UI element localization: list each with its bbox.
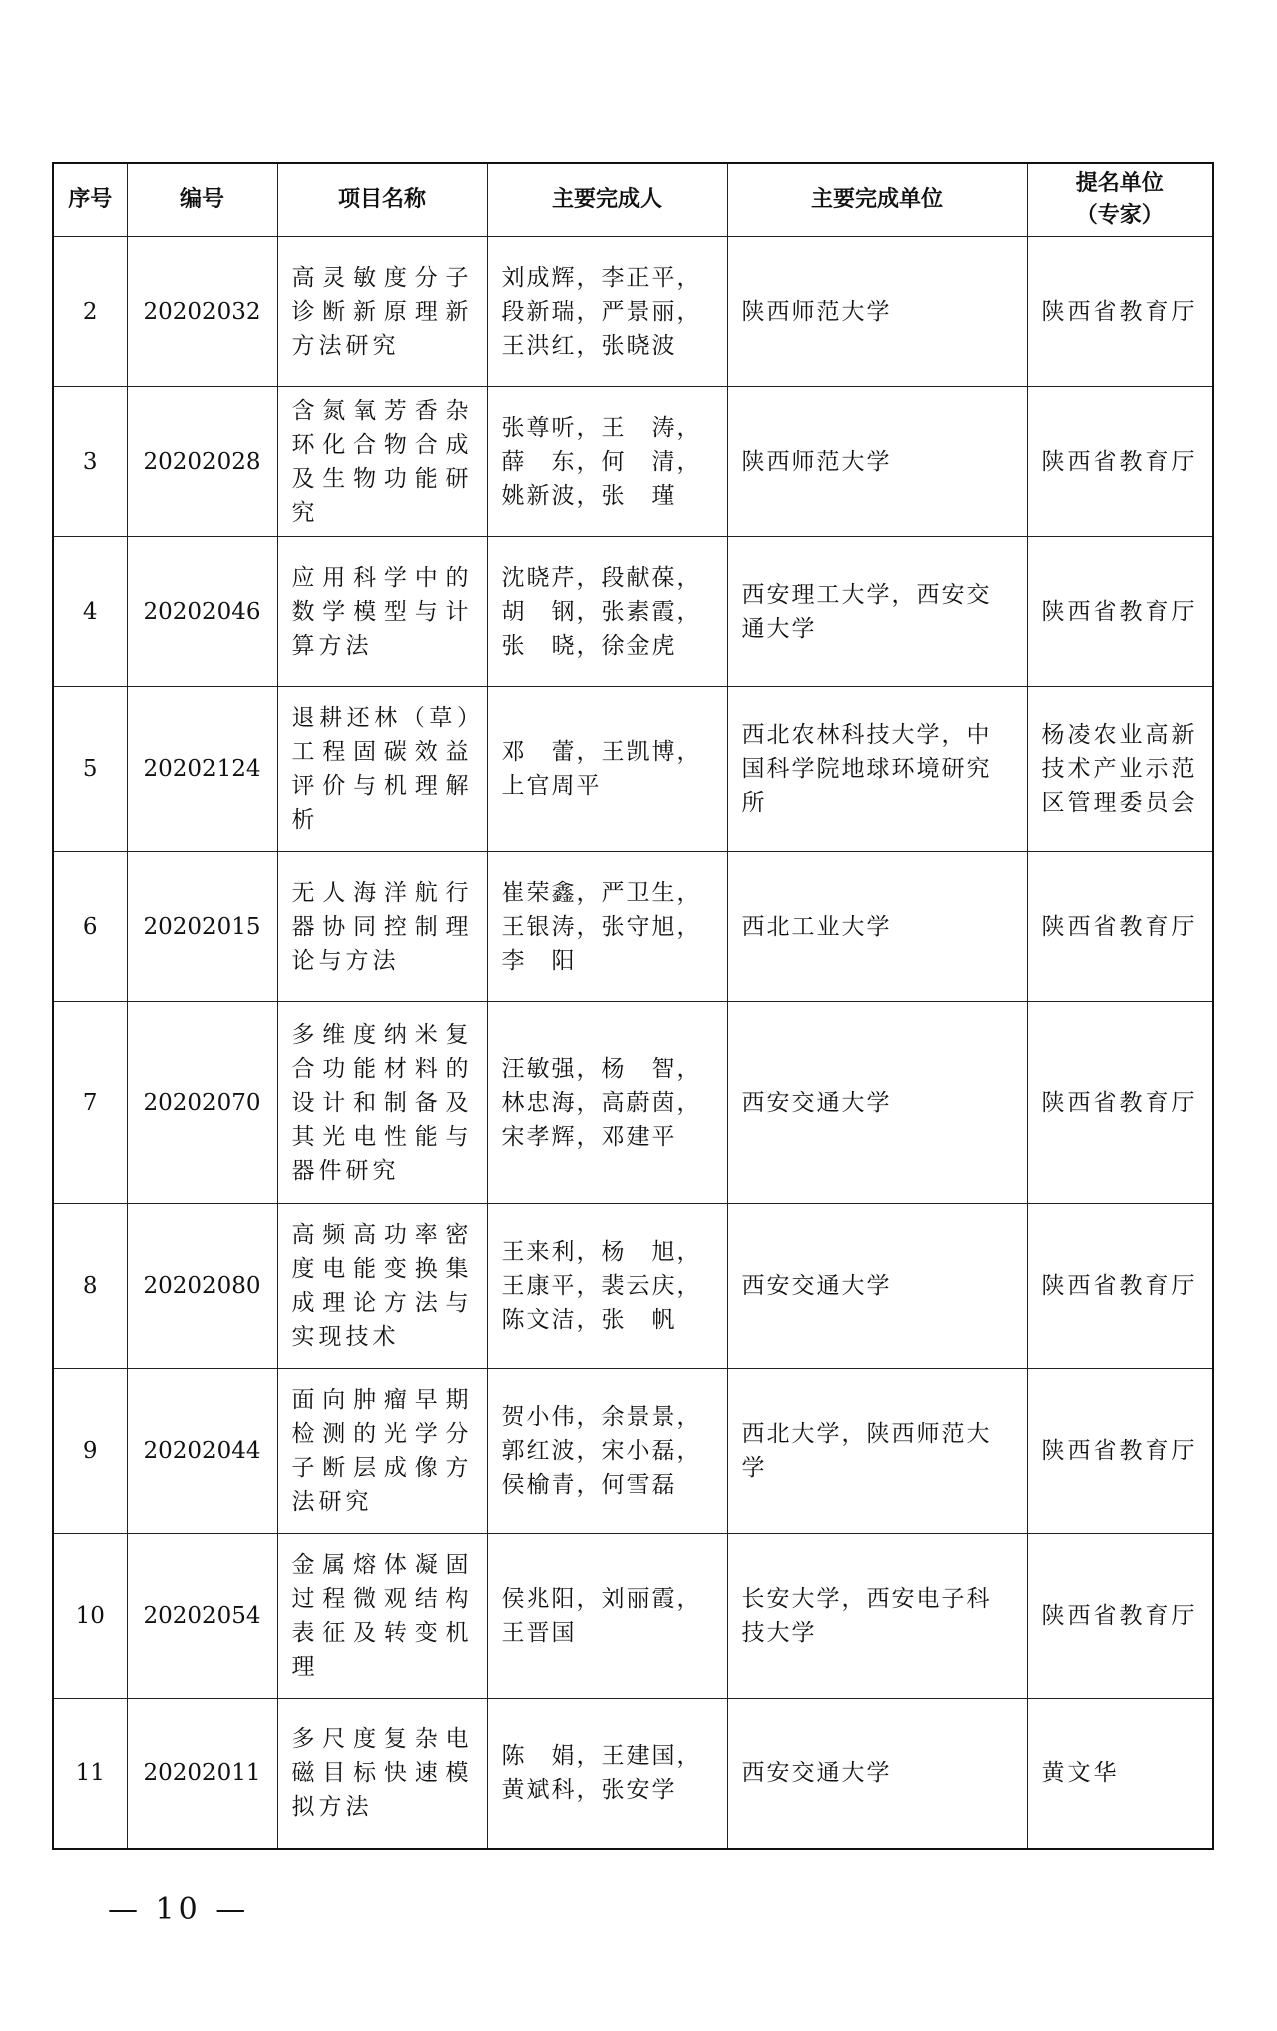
header-seq: 序号 <box>53 163 127 237</box>
cell-contributors: 沈晓芹，段献葆， 胡 钢，张素霞， 张 晓，徐金虎 <box>487 537 727 687</box>
cell-seq: 8 <box>53 1204 127 1369</box>
cell-seq: 2 <box>53 237 127 387</box>
cell-project-name: 多维度纳米复合功能材料的设计和制备及其光电性能与器件研究 <box>277 1002 487 1204</box>
cell-nominator: 杨凌农业高新技术产业示范区管理委员会 <box>1027 687 1213 852</box>
cell-project-name: 多尺度复杂电磁目标快速模拟方法 <box>277 1699 487 1849</box>
cell-contributors: 崔荣鑫，严卫生， 王银涛，张守旭， 李 阳 <box>487 852 727 1002</box>
header-main-units: 主要完成单位 <box>727 163 1027 237</box>
header-main-contributors: 主要完成人 <box>487 163 727 237</box>
cell-contributors: 刘成辉，李正平， 段新瑞，严景丽， 王洪红，张晓波 <box>487 237 727 387</box>
cell-code: 20202015 <box>127 852 277 1002</box>
cell-seq: 6 <box>53 852 127 1002</box>
table-row <box>53 1204 1213 1369</box>
cell-code: 20202044 <box>127 1369 277 1534</box>
header-code: 编号 <box>127 163 277 237</box>
cell-nominator: 陕西省教育厅 <box>1027 237 1213 387</box>
cell-units: 陕西师范大学 <box>727 237 1027 387</box>
cell-nominator: 陕西省教育厅 <box>1027 1369 1213 1534</box>
page-number: — 10 — <box>108 1892 250 1927</box>
cell-code: 20202054 <box>127 1534 277 1699</box>
cell-contributors: 张尊听，王 涛， 薛 东，何 清， 姚新波，张 瑾 <box>487 387 727 537</box>
cell-units: 西北农林科技大学，中国科学院地球环境研究所 <box>727 687 1027 852</box>
cell-seq: 9 <box>53 1369 127 1534</box>
cell-seq: 5 <box>53 687 127 852</box>
cell-project-name: 面向肿瘤早期检测的光学分子断层成像方法研究 <box>277 1369 487 1534</box>
cell-code: 20202124 <box>127 687 277 852</box>
cell-project-name: 高灵敏度分子诊断新原理新方法研究 <box>277 237 487 387</box>
header-row <box>53 163 1213 237</box>
cell-contributors: 陈 娟，王建国， 黄斌科，张安学 <box>487 1699 727 1849</box>
cell-project-name: 金属熔体凝固过程微观结构表征及转变机理 <box>277 1534 487 1699</box>
awards-table <box>52 162 1214 1850</box>
header-nominator: 提名单位 （专家） <box>1027 163 1213 237</box>
cell-nominator: 陕西省教育厅 <box>1027 1534 1213 1699</box>
cell-seq: 10 <box>53 1534 127 1699</box>
cell-code: 20202032 <box>127 237 277 387</box>
cell-contributors: 汪敏强，杨 智， 林忠海，高蔚茵， 宋孝辉，邓建平 <box>487 1002 727 1204</box>
cell-nominator: 陕西省教育厅 <box>1027 1204 1213 1369</box>
cell-units: 西安理工大学，西安交通大学 <box>727 537 1027 687</box>
table-row <box>53 1699 1213 1849</box>
table-row <box>53 1002 1213 1204</box>
table-row <box>53 1369 1213 1534</box>
cell-units: 西北工业大学 <box>727 852 1027 1002</box>
header-project-name: 项目名称 <box>277 163 487 237</box>
cell-nominator: 陕西省教育厅 <box>1027 387 1213 537</box>
cell-contributors: 王来利，杨 旭， 王康平，裴云庆， 陈文洁，张 帆 <box>487 1204 727 1369</box>
cell-project-name: 退耕还林（草）工程固碳效益评价与机理解析 <box>277 687 487 852</box>
cell-contributors: 贺小伟，余景景， 郭红波，宋小磊， 侯榆青，何雪磊 <box>487 1369 727 1534</box>
cell-project-name: 应用科学中的数学模型与计算方法 <box>277 537 487 687</box>
table-row <box>53 1534 1213 1699</box>
cell-seq: 4 <box>53 537 127 687</box>
cell-project-name: 无人海洋航行器协同控制理论与方法 <box>277 852 487 1002</box>
cell-nominator: 黄文华 <box>1027 1699 1213 1849</box>
cell-seq: 3 <box>53 387 127 537</box>
cell-units: 西北大学，陕西师范大学 <box>727 1369 1027 1534</box>
cell-units: 西安交通大学 <box>727 1204 1027 1369</box>
cell-units: 西安交通大学 <box>727 1002 1027 1204</box>
cell-units: 长安大学，西安电子科技大学 <box>727 1534 1027 1699</box>
cell-contributors: 邓 蕾，王凯博， 上官周平 <box>487 687 727 852</box>
cell-nominator: 陕西省教育厅 <box>1027 852 1213 1002</box>
cell-code: 20202070 <box>127 1002 277 1204</box>
cell-units: 陕西师范大学 <box>727 387 1027 537</box>
cell-nominator: 陕西省教育厅 <box>1027 1002 1213 1204</box>
cell-seq: 11 <box>53 1699 127 1849</box>
cell-code: 20202028 <box>127 387 277 537</box>
table-row <box>53 237 1213 387</box>
cell-code: 20202080 <box>127 1204 277 1369</box>
table-row <box>53 852 1213 1002</box>
cell-units: 西安交通大学 <box>727 1699 1027 1849</box>
table-row <box>53 537 1213 687</box>
cell-contributors: 侯兆阳，刘丽霞， 王晋国 <box>487 1534 727 1699</box>
cell-code: 20202046 <box>127 537 277 687</box>
table-row <box>53 387 1213 537</box>
cell-code: 20202011 <box>127 1699 277 1849</box>
cell-nominator: 陕西省教育厅 <box>1027 537 1213 687</box>
cell-project-name: 含氮氧芳香杂环化合物合成及生物功能研究 <box>277 387 487 537</box>
cell-project-name: 高频高功率密度电能变换集成理论方法与实现技术 <box>277 1204 487 1369</box>
table-row <box>53 687 1213 852</box>
cell-seq: 7 <box>53 1002 127 1204</box>
